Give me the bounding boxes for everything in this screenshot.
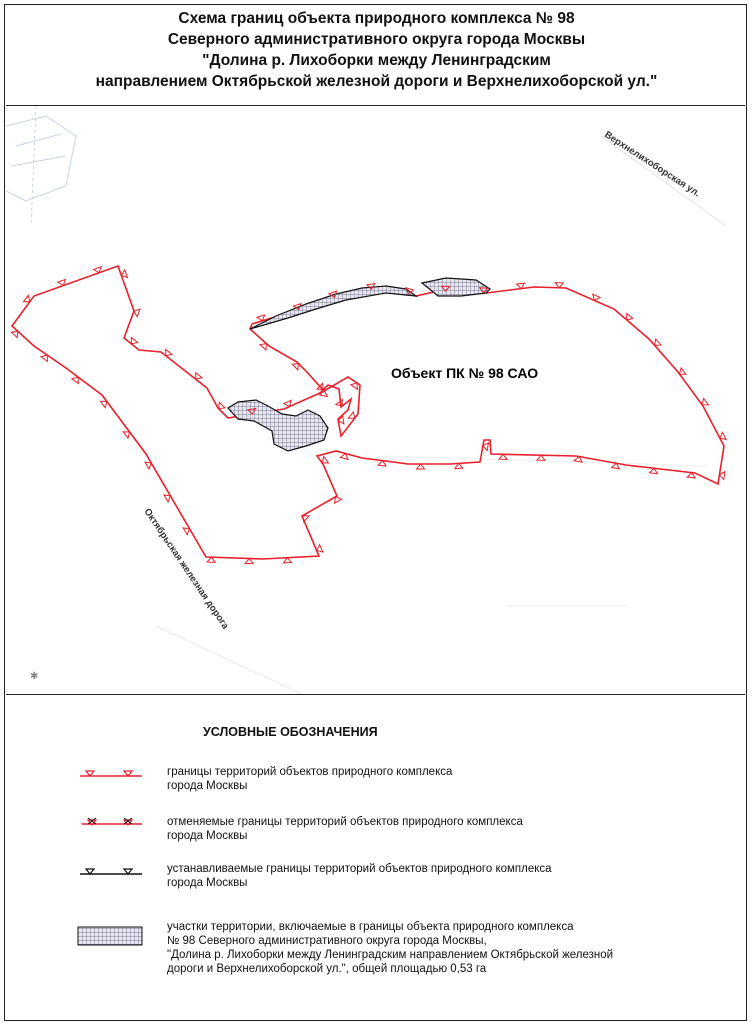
- legend-heading: УСЛОВНЫЕ ОБОЗНАЧЕНИЯ: [203, 725, 378, 739]
- black-boundary-symbol-icon: [70, 862, 150, 882]
- title-line-1: Схема границ объекта природного комплекса № 98: [178, 10, 575, 27]
- boundary-markers: [11, 267, 726, 564]
- included-area-south[interactable]: [228, 400, 328, 451]
- title-line-2: Северного административного округа города Москвы: [167, 31, 586, 48]
- object-label: Объект ПК № 98 САО: [391, 365, 539, 381]
- territory-boundary[interactable]: [12, 266, 724, 559]
- map-title: [6, 8, 747, 92]
- red-boundary-symbol-icon: [70, 765, 150, 785]
- title-line-4: направлением Октябрьской железной дороги и Верхнелихоборской ул.": [95, 73, 658, 90]
- star-icon: ✱: [30, 671, 39, 682]
- street-label: Верхнелихоборская ул.: [602, 129, 703, 200]
- legend-text-existing: границы территорий объектов природного комплекса города Москвы: [167, 766, 453, 792]
- title-line-3: "Долина р. Лихоборки между Ленинградским: [202, 52, 551, 69]
- map-area[interactable]: [6, 105, 745, 695]
- included-area-northeast[interactable]: [422, 278, 490, 296]
- cancelled-boundary-symbol-icon: [70, 815, 150, 835]
- legend-text-new: устанавливаемые границы территорий объектов природного комплекса города Москвы: [167, 863, 552, 889]
- hatched-area-symbol-icon: [70, 920, 150, 946]
- legend-text-cancelled: отменяемые границы территорий объектов природного комплекса города Москвы: [167, 816, 523, 842]
- legend-text-included: участки территории, включаемые в границы объекта природного комплекса № 98 Северного административного округа города Москвы, "Долина р. Лихоборки между Ленинградским направлением Октябрьской железной дороги и Верхнелихоборской ул.", общей площадью 0,53 га: [167, 921, 614, 975]
- background-features: [6, 106, 726, 695]
- map-canvas: [6, 106, 745, 695]
- railway-label: Октябрьская железная дорога: [141, 506, 231, 632]
- boundary-marker: [320, 390, 329, 396]
